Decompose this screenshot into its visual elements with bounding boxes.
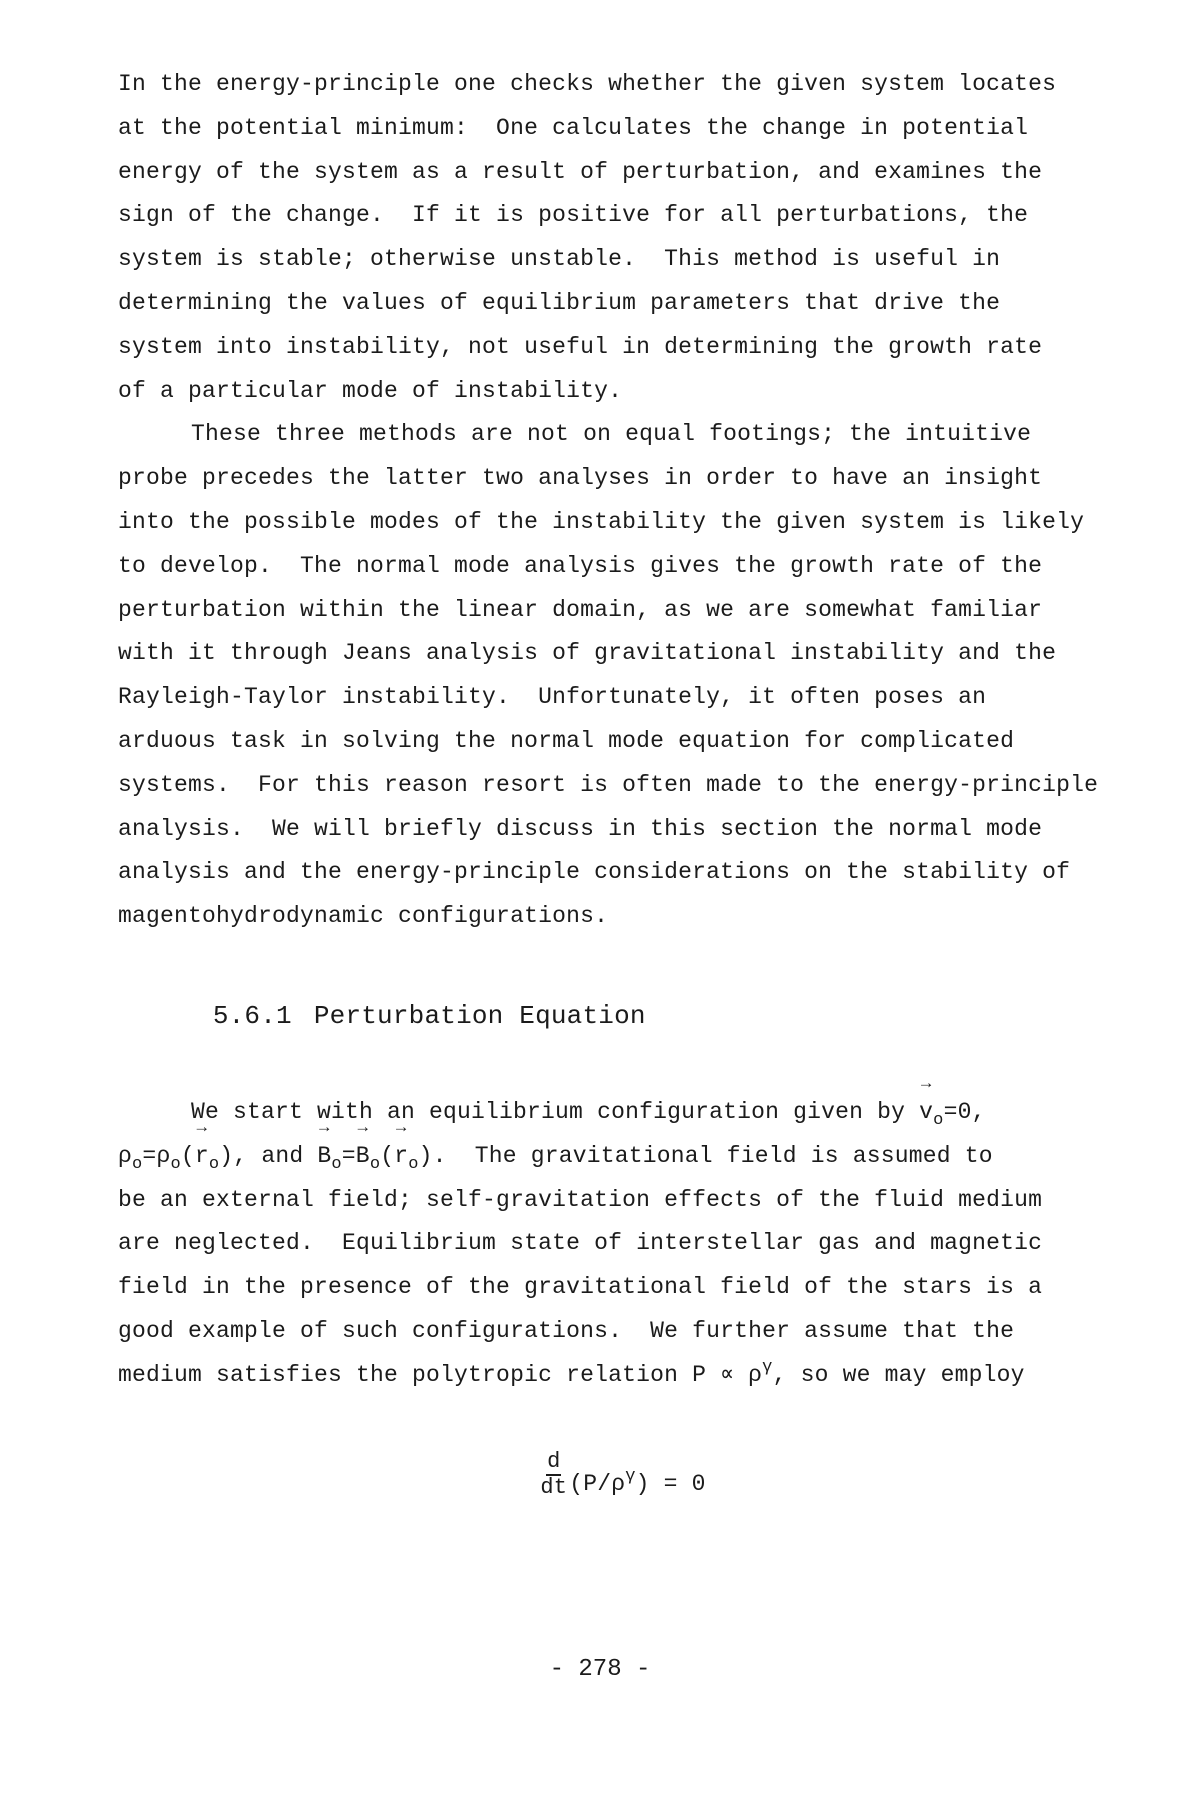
subscript: o — [170, 1154, 181, 1174]
position-vector: → r — [394, 1135, 408, 1179]
text-line — [118, 1091, 1128, 1135]
paragraph-methods — [118, 413, 1128, 939]
text-line: at the potential minimum: One calculates the change in potential — [118, 114, 1029, 141]
gamma-exponent: γ — [625, 1466, 636, 1486]
text-line: with it through Jeans analysis of gravitational instability and the — [118, 640, 1057, 667]
open-paren: ( — [180, 1142, 195, 1169]
subscript: o — [933, 1110, 944, 1130]
text-line: to develop. The normal mode analysis gives the growth rate of the — [118, 552, 1043, 579]
velocity-vector: → v — [919, 1091, 933, 1135]
body-text — [118, 63, 1128, 1500]
text-segment: =0, — [943, 1098, 986, 1125]
text-segment: We start with an equilibrium configuration given by — [191, 1098, 906, 1125]
magnetic-field-vector: → B — [317, 1135, 331, 1179]
density-symbol: ρ — [118, 1142, 133, 1169]
text-line: are neglected. Equilibrium state of interstellar gas and magnetic — [118, 1230, 1043, 1257]
text-line — [118, 1354, 1128, 1398]
text-line: system into instability, not useful in determining the growth rate — [118, 333, 1043, 360]
text-line: of a particular mode of instability. — [118, 377, 623, 404]
text-segment: The gravitational field is assumed to — [474, 1142, 993, 1169]
position-vector: → r — [195, 1135, 209, 1179]
text-line: be an external field; self-gravitation effects of the fluid medium — [118, 1186, 1043, 1213]
text-line: analysis and the energy-principle considerations on the stability of — [118, 859, 1071, 886]
open-paren: ( — [380, 1142, 395, 1169]
section-title: Perturbation Equation — [313, 1000, 646, 1031]
close-paren: ), — [219, 1142, 248, 1169]
text-line: arduous task in solving the normal mode equation for complicated — [118, 727, 1015, 754]
text-line: perturbation within the linear domain, as we are somewhat familiar — [118, 596, 1043, 623]
subscript: o — [132, 1154, 143, 1174]
density-symbol: ρ — [156, 1142, 171, 1169]
text-segment: medium satisfies the polytropic relation P ∝ ρ — [118, 1361, 763, 1388]
section-heading — [118, 941, 1128, 1091]
text-line: determining the values of equilibrium parameters that drive the — [118, 289, 1001, 316]
text-line: probe precedes the latter two analyses in order to have an insight — [118, 465, 1043, 492]
text-line: analysis. We will briefly discuss in this section the normal mode — [118, 815, 1043, 842]
text-line: field in the presence of the gravitational field of the stars is a — [118, 1274, 1043, 1301]
subscript: o — [331, 1154, 342, 1174]
equation-suffix: ) = 0 — [635, 1470, 706, 1497]
equation-body — [569, 1455, 705, 1496]
close-paren: ). — [418, 1142, 447, 1169]
text-line: Rayleigh-Taylor instability. Unfortunately, it often poses an — [118, 684, 987, 711]
text-line: energy of the system as a result of perturbation, and examines the — [118, 158, 1043, 185]
gamma-exponent: γ — [762, 1357, 773, 1377]
equation-prefix: (P/ρ — [569, 1470, 626, 1497]
fraction-denominator: dt — [540, 1474, 568, 1500]
subscript: o — [369, 1154, 381, 1174]
section-number: 5.6.1 — [212, 1000, 292, 1031]
page-number: - 278 - — [549, 1656, 651, 1683]
equation-block — [118, 1440, 1128, 1500]
paragraph-energy-principle — [118, 63, 1128, 413]
text-line: good example of such configurations. We further assume that the — [118, 1317, 1015, 1344]
text-line: system is stable; otherwise unstable. This method is useful in — [118, 246, 1001, 273]
equals-sign: = — [142, 1142, 157, 1169]
text-segment: , so we may employ — [772, 1361, 1025, 1388]
text-segment: and — [261, 1142, 304, 1169]
magnetic-field-vector: → B — [356, 1135, 370, 1179]
text-line: In the energy-principle one checks whether the given system locates — [118, 71, 1057, 97]
paragraph-equilibrium — [118, 1091, 1128, 1398]
text-line: magentohydrodynamic configurations. — [118, 903, 609, 930]
derivative-fraction — [540, 1448, 568, 1500]
text-line: These three methods are not on equal footings; the intuitive — [191, 421, 1032, 448]
fraction-numerator: d — [547, 1448, 561, 1474]
adiabatic-equation — [540, 1448, 706, 1500]
text-line: systems. For this reason resort is often made to the energy-principle — [118, 771, 1099, 798]
text-line — [118, 1135, 1128, 1179]
text-line: sign of the change. If it is positive for all perturbations, the — [118, 202, 1029, 229]
equals-sign: = — [341, 1142, 356, 1169]
subscript: o — [208, 1154, 220, 1174]
text-line: into the possible modes of the instability the given system is likely — [118, 508, 1085, 535]
subscript: o — [408, 1154, 419, 1174]
